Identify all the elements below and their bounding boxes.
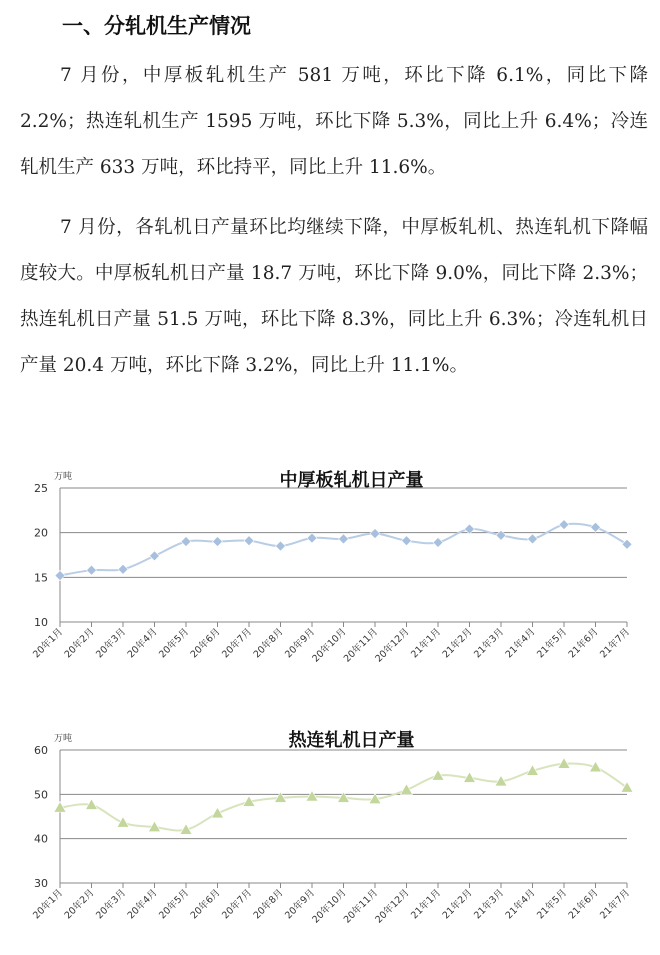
x-tick-label: 21年7月 (598, 887, 633, 922)
hot-strip-mill-chart (0, 722, 660, 950)
y-unit-label: 万吨 (54, 472, 73, 482)
x-tick-label: 20年7月 (220, 626, 255, 661)
x-tick-label: 20年11月 (341, 887, 381, 926)
x-tick-label: 21年6月 (566, 626, 601, 661)
x-tick-label: 21年4月 (503, 626, 538, 661)
x-tick-label: 21年2月 (440, 626, 475, 661)
y-tick-label: 15 (34, 571, 48, 585)
y-tick-label: 40 (34, 832, 48, 846)
chart-title: 热连轧机日产量 (288, 730, 415, 751)
data-point (117, 817, 129, 828)
x-tick-label: 20年12月 (373, 626, 412, 665)
x-tick-label: 20年3月 (94, 626, 129, 661)
data-point (433, 537, 443, 547)
x-tick-label: 21年4月 (503, 887, 538, 922)
data-point (402, 536, 412, 546)
x-tick-label: 21年6月 (566, 887, 601, 922)
x-tick-label: 21年3月 (472, 626, 507, 661)
x-tick-label: 20年9月 (283, 626, 318, 661)
data-point (528, 534, 538, 544)
data-point (244, 536, 254, 546)
chart-title: 中厚板轧机日产量 (279, 470, 424, 491)
paragraph-production: 7 月份，中厚板轧机生产 581 万吨，环比下降 6.1%，同比下降 2.2%；热连轧机生产 1595 万吨，环比下降 5.3%，同比上升 6.4%；冷连轧机生产 633 万吨，环比持平，同比上升 11.6%。 (20, 65, 648, 178)
plate-mill-chart (0, 455, 660, 680)
x-tick-label: 20年3月 (94, 887, 129, 922)
data-point (150, 551, 160, 561)
x-tick-label: 20年2月 (62, 626, 97, 661)
x-tick-label: 21年1月 (409, 887, 444, 922)
x-tick-label: 21年2月 (440, 887, 475, 922)
x-tick-label: 21年1月 (409, 626, 444, 661)
x-tick-label: 20年4月 (125, 887, 160, 922)
x-tick-label: 20年8月 (251, 887, 286, 922)
data-point (181, 537, 191, 547)
data-point (559, 520, 569, 530)
data-point (213, 537, 223, 547)
x-tick-label: 21年7月 (598, 626, 633, 661)
y-tick-label: 20 (34, 526, 48, 540)
data-point (55, 571, 65, 581)
data-point (118, 564, 128, 574)
x-tick-label: 20年1月 (31, 626, 66, 661)
x-tick-label: 20年8月 (251, 626, 286, 661)
x-tick-label: 20年2月 (62, 887, 97, 922)
x-tick-label: 20年5月 (157, 626, 192, 661)
data-point (370, 529, 380, 539)
data-point (621, 782, 633, 793)
data-point (591, 522, 601, 532)
x-tick-label: 20年1月 (31, 887, 66, 922)
y-tick-label: 10 (34, 616, 48, 629)
section-heading: 一、分轧机生产情况 (62, 14, 251, 38)
data-point (339, 534, 349, 544)
series-line (60, 524, 627, 576)
x-tick-label: 20年7月 (220, 887, 255, 922)
y-tick-label: 30 (34, 877, 48, 890)
x-tick-label: 20年10月 (310, 887, 349, 926)
y-tick-label: 60 (34, 744, 48, 757)
y-unit-label: 万吨 (54, 734, 73, 744)
x-tick-label: 20年11月 (341, 626, 381, 665)
data-point (307, 533, 317, 543)
x-tick-label: 20年10月 (310, 626, 349, 665)
x-tick-label: 21年3月 (472, 887, 507, 922)
x-tick-label: 20年5月 (157, 887, 192, 922)
x-tick-label: 20年4月 (125, 626, 160, 661)
x-tick-label: 21年5月 (535, 626, 570, 661)
data-point (276, 541, 286, 551)
data-point (622, 539, 632, 549)
y-tick-label: 25 (34, 482, 48, 495)
x-tick-label: 20年9月 (283, 887, 318, 922)
paragraph-daily-output: 7 月份，各轧机日产量环比均继续下降，中厚板轧机、热连轧机下降幅度较大。中厚板轧机日产量 18.7 万吨，环比下降 9.0%，同比下降 2.3%；热连轧机日产量 51.5 万吨，环比下降 8.3%，同比上升 6.3%；冷连轧机日产量 20.4 万吨，环比下降 3.2%，同比上升 11.1%。 (20, 217, 648, 376)
data-point (496, 530, 506, 540)
x-tick-label: 20年6月 (188, 887, 223, 922)
data-point (87, 565, 97, 575)
y-tick-label: 50 (34, 788, 48, 802)
x-tick-label: 20年6月 (188, 626, 223, 661)
x-tick-label: 21年5月 (535, 887, 570, 922)
x-tick-label: 20年12月 (373, 887, 412, 926)
